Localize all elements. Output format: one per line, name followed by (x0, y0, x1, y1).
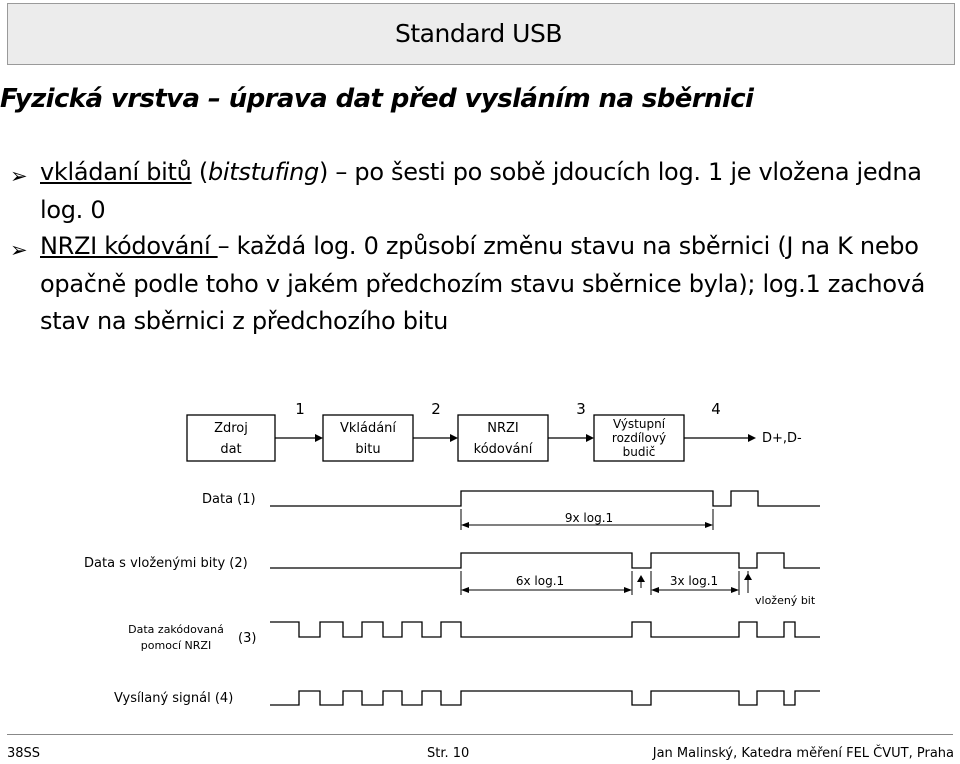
waveform-stuffed-bits (270, 553, 820, 568)
output-label: D+,D- (762, 431, 802, 446)
arrow-bullet-icon: ➢ (10, 238, 28, 262)
bullet-1-term-english: bitstufing (207, 158, 319, 186)
arrow-icon (748, 434, 756, 442)
block-budic-label-3: budič (622, 445, 656, 459)
main-heading: Fyzická vrstva – úprava dat před vysláním na sběrnici (0, 84, 754, 114)
slide-title: Standard USB (395, 19, 562, 48)
signal-label-nrzi-2: pomocí NRZI (140, 639, 212, 652)
bullet-1 (40, 154, 955, 229)
bullet-2 (40, 228, 955, 341)
stage-number-1: 1 (295, 400, 305, 418)
signal-label-stuffed: Data s vloženými bity (2) (84, 556, 248, 571)
signal-label-data: Data (1) (202, 492, 256, 507)
stage-number-2: 2 (431, 400, 441, 418)
signal-label-nrzi-suffix: (3) (238, 631, 257, 646)
arrow-icon (586, 434, 594, 442)
footer-divider (7, 734, 953, 735)
waveform-nrzi (270, 622, 820, 637)
annotation-inserted-bit: vložený bit (755, 594, 816, 607)
block-nrzi-label-1: NRZI (487, 421, 519, 436)
footer-course: 38SS (7, 746, 41, 761)
stage-number-3: 3 (576, 400, 586, 418)
block-vkladani-label-2: bitu (355, 442, 381, 457)
block-budic-label-1: Výstupní (612, 417, 666, 431)
bullet-1-paren: ( (191, 158, 208, 186)
waveform-data (270, 491, 820, 506)
bullet-2-term: NRZI kódování (40, 232, 218, 260)
arrow-icon (315, 434, 323, 442)
block-zdroj-label-2: dat (220, 442, 242, 457)
bullet-2-text: – každá log. 0 způsobí změnu stavu na sběrnici (J na K nebo opačně podle toho v jakém předchozím stavu sběrnice byla); log.1 zachová stav na sběrnici z předchozího bitu (40, 232, 926, 335)
footer-page: Str. 10 (427, 746, 470, 761)
signal-label-transmitted: Vysílaný signál (4) (114, 691, 234, 706)
arrow-bullet-icon: ➢ (10, 164, 28, 188)
signal-label-nrzi-1: Data zakódovaná (128, 623, 224, 636)
block-vkladani-label-1: Vkládání (339, 421, 397, 436)
up-arrow-icon (744, 573, 752, 580)
annotation-9x: 9x log.1 (564, 511, 614, 525)
block-budic-label-2: rozdílový (611, 431, 667, 445)
annotation-6x: 6x log.1 (515, 574, 565, 588)
block-zdroj-label-1: Zdroj (214, 421, 248, 436)
bullet-1-term: vkládaní bitů (40, 158, 192, 186)
up-arrow-icon (637, 575, 645, 582)
block-nrzi-label-2: kódování (473, 442, 533, 457)
bullet-1-text: ) – po šesti po sobě jdoucích log. 1 je vložena jedna log. 0 (40, 158, 922, 224)
annotation-3x: 3x log.1 (669, 574, 719, 588)
stage-number-4: 4 (711, 400, 721, 418)
footer-author: Jan Malinský, Katedra měření FEL ČVUT, Praha (652, 746, 954, 761)
waveform-transmitted (270, 691, 820, 705)
usb-encoding-diagram (0, 385, 960, 725)
arrow-icon (450, 434, 458, 442)
